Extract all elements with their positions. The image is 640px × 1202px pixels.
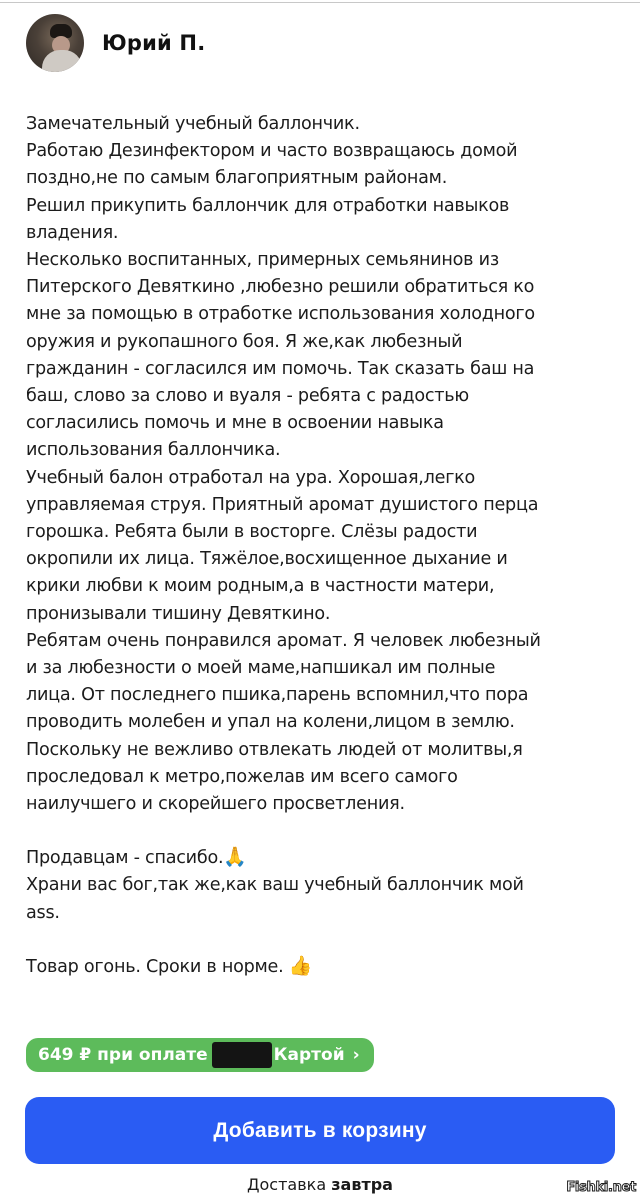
add-to-cart-button[interactable]: Добавить в корзину [25,1097,615,1164]
review-line: Несколько воспитанных, примерных семьянинов из [26,250,499,271]
thanks-text: Продавцам - спасибо. [26,848,224,869]
review-line: управляемая струя. Приятный аромат душистого перца [26,494,539,515]
review-line: согласились помочь и мне в освоении навыка [26,413,444,434]
review-line: окропили их лица. Тяжёлое,восхищенное дыхание и [26,549,508,570]
redacted-block [212,1042,272,1068]
review-line: Работаю Дезинфектором и часто возвращаюсь домой [26,141,518,162]
delivery-prefix: Доставка [247,1175,327,1194]
top-divider [0,2,640,3]
author-name: Юрий П. [102,31,206,55]
review-line: Питерского Девяткино ,любезно решили обратиться ко [26,277,535,298]
review-line: баш, слово за слово и вуаля - ребята с радостью [26,386,469,407]
review-line: Храни вас бог,так же,как ваш учебный баллончик мой [26,875,524,896]
paragraph-gap [26,927,626,954]
review-line: Поскольку не вежливо отвлекать людей от молитвы,я [26,739,523,760]
review-line: поздно,не по самым благоприятным районам. [26,168,448,189]
review-text [26,111,626,981]
watermark: Fishki.net [566,1180,636,1195]
delivery-info [0,1175,640,1194]
promo-text-after: Картой [273,1045,345,1065]
review-verdict-line [26,954,626,981]
paragraph-gap [26,818,626,845]
review-line: использования баллончика. [26,440,281,461]
review-line: Ребятам очень понравился аромат. Я человек любезный [26,630,541,651]
review-line: горошка. Ребята были в восторге. Слёзы радости [26,522,478,543]
review-line: ass. [26,902,60,923]
review-line: проводить молебен и упал на колени,лицом в землю. [26,712,515,733]
review-line: проследовал к метро,пожелав им всего самого [26,766,458,787]
review-line: Решил прикупить баллончик для отработки навыков [26,195,510,216]
praying-hands-icon: 🙏 [223,846,247,869]
review-line: крики любви к моим родным,а в частности матери, [26,576,495,597]
avatar-body-shape [42,50,82,72]
promo-text-before: при оплате [97,1045,208,1065]
promo-price: 649 ₽ [38,1045,92,1065]
review-line: лица. От последнего пшика,парень вспомнил,что пора [26,685,529,706]
review-author-header [26,14,205,72]
review-line: Замечательный учебный баллончик. [26,114,360,134]
review-line: мне за помощью в отработке использования холодного [26,304,535,325]
author-avatar[interactable] [26,14,84,72]
thumbs-up-icon: 👍 [288,954,313,977]
review-line: пронизывали тишину Девяткино. [26,603,331,624]
delivery-day: завтра [331,1175,393,1194]
review-line: наилучшего и скорейшего просветления. [26,794,405,815]
card-payment-promo-pill[interactable] [26,1038,374,1072]
verdict-text: Товар огонь. Сроки в норме. [26,956,284,977]
review-line: гражданин - согласился им помочь. Так сказать баш на [26,358,535,379]
review-line: Учебный балон отработал на ура. Хорошая,легко [26,467,476,488]
chevron-right-icon: › [352,1045,360,1065]
review-line: и за любезности о моей маме,напшикал им полные [26,658,496,679]
review-line: владения. [26,222,119,243]
review-line: оружия и рукопашного боя. Я же,как любезный [26,331,463,352]
review-thanks-line [26,845,626,872]
